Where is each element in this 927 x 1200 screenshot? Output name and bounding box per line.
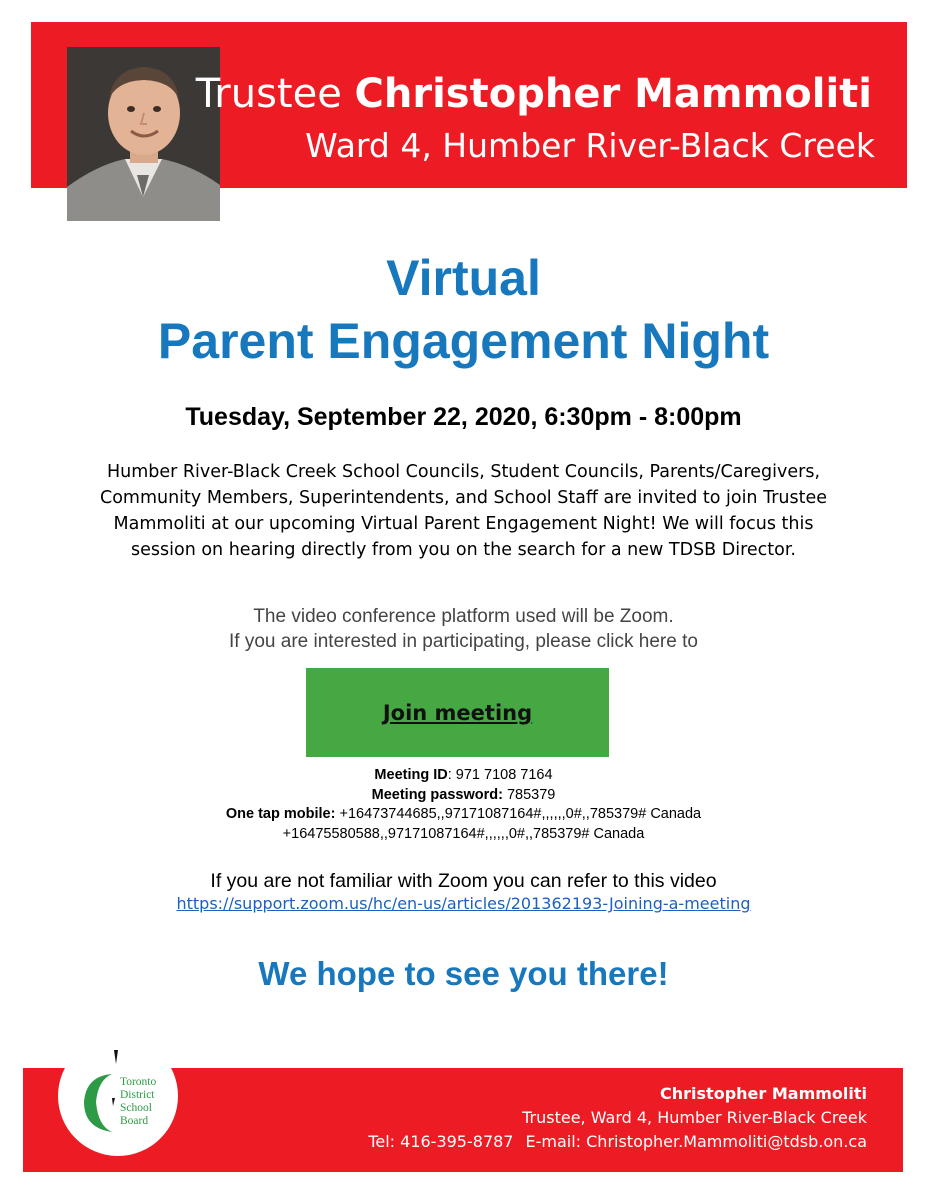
meeting-mobile-row [0,805,927,825]
meeting-id-label: Meeting ID [374,767,448,783]
footer-role: Trustee, Ward 4, Humber River-Black Creek [522,1108,867,1127]
logo-line-board: Board [120,1115,149,1127]
meeting-password-value: 785379 [502,786,556,803]
logo-line-school: School [120,1102,152,1114]
logo-line-district: District [120,1089,155,1101]
footer-name: Christopher Mammoliti [660,1084,867,1103]
meeting-mobile-row2: +16475580588,,97171087164#,,,,,,0#,,785379# Canada [282,825,645,842]
meeting-mobile-label: One tap mobile: [225,806,336,822]
footer-contact [368,1082,867,1154]
meeting-id-value: : 971 7108 7164 [447,767,553,783]
meeting-mobile-value1: +16473744685,,97171087164#,,,,,,0#,,785379# Canada [335,806,702,822]
event-date: Tuesday, September 22, 2020, 6:30pm - 8:00pm [185,403,742,431]
header-title [196,68,872,120]
join-meeting-button[interactable] [306,668,609,757]
event-intro: Humber River-Black Creek School Councils, Student Councils, Parents/Caregivers, Community Members, Superintendents, and School Staff are invited to join Trustee Mammoliti at our upcoming Virtual Parent Engagement Night! We will focus this session on hearing directly from you on the search for a new TDSB Director. [99,462,827,560]
tdsb-logo-text [120,1076,180,1128]
platform-line2: If you are interested in participating, please click here to [229,631,698,652]
tdsb-logo [58,1036,178,1156]
header-title-prefix: Trustee [195,71,342,117]
header-ward: Ward 4, Humber River-Black Creek [305,126,875,165]
event-title-line1: Virtual [386,250,541,306]
footer-email[interactable]: E-mail: Christopher.Mammoliti@tdsb.on.ca [525,1132,867,1151]
meeting-id-row [0,766,927,786]
platform-note [0,604,927,654]
logo-line-toronto: Toronto [120,1076,157,1088]
footer-contact-line [368,1130,867,1154]
footer-tel: Tel: 416-395-8787 [368,1132,514,1151]
video-help-text: If you are not familiar with Zoom you can refer to this video [210,870,717,892]
meeting-password-label: Meeting password: [371,786,503,803]
join-meeting-label[interactable]: Join meeting [382,700,533,725]
event-title-line2: Parent Engagement Night [157,313,770,369]
closing-message: We hope to see you there! [258,955,669,992]
platform-line1: The video conference platform used will be Zoom. [253,606,674,627]
header-trustee-name: Christopher Mammoliti [354,71,872,117]
meeting-password-row [0,786,927,806]
meeting-info [0,766,927,844]
zoom-help-link[interactable]: https://support.zoom.us/hc/en-us/articles/201362193-Joining-a-meeting [176,894,751,913]
